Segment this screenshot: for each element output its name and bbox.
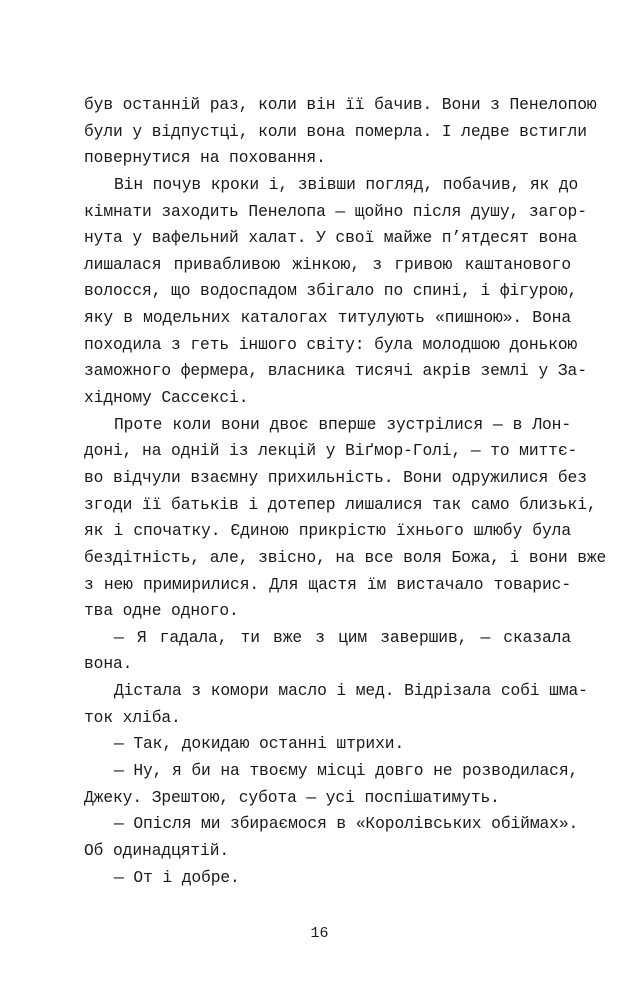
- text-line: Він почув кроки і, звівши погляд, побачив, як до: [114, 174, 579, 194]
- text-line: вона.: [84, 654, 133, 674]
- text-line: заможного фермера, власника тисячі акрів землі у За-: [84, 361, 587, 381]
- text-line: Джеку. Зрештою, субота — усі поспішатимуть.: [84, 787, 500, 807]
- text-line: — Я гадала, ти вже з цим завершив, — сказала: [114, 627, 571, 647]
- text-line: — От і добре.: [114, 867, 240, 887]
- text-line: Дістала з комори масло і мед. Відрізала собі шма-: [114, 681, 588, 701]
- text-line: лишалася привабливою жінкою, з гривою каштанового: [84, 254, 571, 274]
- text-line: кімнати заходить Пенелопа — щойно після душу, загор-: [84, 201, 587, 221]
- text-line: — Опісля ми збираємося в «Королівських обіймах».: [114, 814, 579, 834]
- text-line: походила з геть іншого світу: була молодшою донькою: [84, 334, 578, 354]
- page-number: 16: [310, 925, 329, 942]
- text-line: волосся, що водоспадом збігало по спині, і фігурою,: [84, 281, 578, 301]
- text-line: бездітність, але, звісно, на все воля Божа, і вони вже: [84, 547, 607, 567]
- text-line: Проте коли вони двоє вперше зустрілися — в Лон-: [114, 414, 571, 434]
- text-line: був останній раз, коли він її бачив. Вони з Пенелопою: [84, 95, 597, 114]
- text-line: Об одинадцятій.: [84, 840, 230, 860]
- text-line: яку в модельних каталогах титулують «пишною». Вона: [84, 308, 571, 328]
- text-line: во відчули взаємну прихильність. Вони одружилися без: [84, 467, 587, 487]
- text-line: — Так, докидаю останні штрихи.: [114, 734, 405, 754]
- text-line: як і спочатку. Єдиною прикрістю їхнього шлюбу була: [84, 521, 571, 541]
- text-line: — Ну, я би на твоєму місці довго не розводилася,: [114, 761, 579, 781]
- text-line: з нею примирилися. Для щастя їм вистачало товарис-: [84, 574, 571, 594]
- text-line: повернутися на поховання.: [84, 148, 326, 168]
- body-text: [84, 92, 607, 891]
- text-line: ток хліба.: [84, 707, 181, 727]
- text-line: згоди її батьків і дотепер лишалися так само близькі,: [84, 494, 597, 514]
- text-line: хідному Сассексі.: [84, 388, 249, 408]
- text-line: тва одне одного.: [84, 601, 239, 621]
- text-line: нута у вафельний халат. У свої майже п’ятдесят вона: [84, 228, 578, 248]
- text-line: були у відпустці, коли вона померла. І ледве встигли: [84, 121, 587, 141]
- text-line: доні, на одній із лекцій у Віґмор-Голі, — то миттє-: [84, 441, 578, 461]
